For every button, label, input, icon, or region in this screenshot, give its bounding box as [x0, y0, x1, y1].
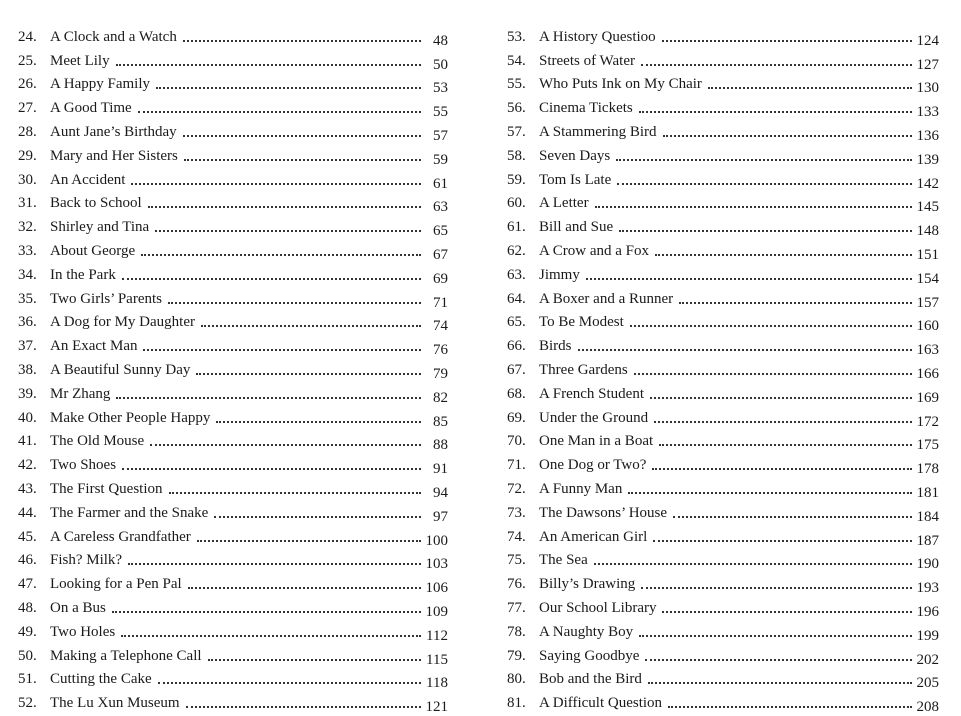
entry-title: A Dog for My Daughter — [50, 314, 195, 331]
dot-leader — [652, 468, 911, 470]
entry-number: 31. — [18, 195, 37, 212]
dot-leader — [188, 587, 421, 589]
entry-number: 38. — [18, 361, 37, 378]
entry-number: 35. — [18, 290, 37, 307]
entry-page-number: 124 — [916, 32, 939, 49]
dot-leader — [131, 183, 421, 185]
dot-leader — [184, 159, 421, 161]
entry-title: Tom Is Late — [539, 171, 612, 188]
toc-entry — [507, 165, 939, 192]
dot-leader — [196, 373, 421, 375]
entry-title: An Exact Man — [50, 338, 138, 355]
entry-page-number: 133 — [916, 104, 939, 121]
toc-entry — [18, 189, 448, 216]
toc-entry — [18, 141, 448, 168]
entry-title: Fish? Milk? — [50, 552, 123, 569]
entry-number: 40. — [18, 409, 37, 426]
entry-page-number: 139 — [916, 151, 939, 168]
entry-title: Cutting the Cake — [50, 671, 152, 688]
entry-number: 32. — [18, 219, 37, 236]
entry-number: 70. — [507, 433, 526, 450]
toc-entry — [507, 212, 939, 240]
dot-leader — [673, 516, 911, 518]
dot-leader — [679, 302, 911, 304]
entry-page-number: 148 — [916, 223, 939, 240]
entry-title: Saying Goodbye — [539, 647, 640, 664]
entry-page-number: 79 — [433, 365, 448, 382]
toc-entry — [507, 474, 939, 501]
entry-page-number: 142 — [916, 175, 939, 192]
dot-leader — [650, 397, 912, 399]
toc-left-column — [18, 22, 448, 716]
entry-number: 51. — [18, 671, 37, 688]
entry-number: 59. — [507, 171, 526, 188]
entry-number: 27. — [18, 100, 37, 117]
entry-title: About George — [50, 242, 136, 259]
entry-page-number: 166 — [916, 365, 939, 382]
dot-leader — [122, 278, 421, 280]
toc-entry — [18, 569, 448, 597]
entry-number: 46. — [18, 552, 37, 569]
entry-page-number: 91 — [433, 461, 448, 478]
toc-entry — [507, 522, 939, 549]
entry-number: 72. — [507, 480, 526, 497]
entry-number: 34. — [18, 266, 37, 283]
entry-title: A Crow and a Fox — [539, 242, 649, 259]
dot-leader — [578, 349, 912, 351]
dot-leader — [616, 159, 911, 161]
entry-page-number: 136 — [916, 127, 939, 144]
entry-page-number: 121 — [425, 699, 448, 716]
entry-title: Two Holes — [50, 623, 116, 640]
toc-right-column — [507, 22, 939, 716]
dot-leader — [648, 682, 912, 684]
entry-title: On a Bus — [50, 599, 106, 616]
entry-page-number: 196 — [916, 603, 939, 620]
entry-page-number: 71 — [433, 294, 448, 311]
entry-title: Back to School — [50, 195, 142, 212]
toc-entry — [18, 117, 448, 144]
entry-title: Billy’s Drawing — [539, 576, 636, 593]
dot-leader — [208, 659, 421, 661]
toc-entry — [507, 450, 939, 478]
dot-leader — [708, 87, 912, 89]
toc-entry — [507, 70, 939, 97]
toc-entry — [18, 236, 448, 263]
toc-entry — [507, 331, 939, 359]
entry-title: A French Student — [539, 385, 644, 402]
entry-page-number: 160 — [916, 318, 939, 335]
entry-title: Cinema Tickets — [539, 100, 633, 117]
entry-page-number: 118 — [426, 675, 448, 692]
dot-leader — [619, 230, 911, 232]
entry-number: 24. — [18, 28, 37, 45]
entry-number: 73. — [507, 504, 526, 521]
toc-entry — [18, 260, 448, 287]
toc-entry — [18, 593, 448, 620]
entry-number: 37. — [18, 338, 37, 355]
entry-title: The First Question — [50, 480, 163, 497]
entry-number: 69. — [507, 409, 526, 426]
dot-leader — [169, 492, 422, 494]
entry-title: In the Park — [50, 266, 116, 283]
entry-title: Aunt Jane’s Birthday — [50, 123, 177, 140]
toc-entry — [18, 546, 448, 573]
entry-title: Our School Library — [539, 599, 657, 616]
entry-title: The Lu Xun Museum — [50, 695, 180, 712]
entry-number: 75. — [507, 552, 526, 569]
entry-page-number: 181 — [916, 484, 939, 501]
entry-page-number: 127 — [916, 56, 939, 73]
toc-entry — [18, 688, 448, 716]
entry-number: 56. — [507, 100, 526, 117]
entry-page-number: 100 — [425, 532, 448, 549]
entry-number: 52. — [18, 695, 37, 712]
toc-entry — [507, 688, 939, 716]
toc-entry — [18, 308, 448, 335]
entry-title: A Happy Family — [50, 76, 150, 93]
entry-number: 68. — [507, 385, 526, 402]
entry-page-number: 63 — [433, 199, 448, 216]
entry-title: Seven Days — [539, 147, 611, 164]
entry-title: Streets of Water — [539, 52, 635, 69]
entry-page-number: 190 — [916, 556, 939, 573]
entry-title: A Boxer and a Runner — [539, 290, 674, 307]
toc-entry — [507, 236, 939, 263]
entry-title: A Beautiful Sunny Day — [50, 361, 191, 378]
entry-page-number: 208 — [916, 699, 939, 716]
entry-number: 76. — [507, 576, 526, 593]
entry-number: 63. — [507, 266, 526, 283]
toc-entry — [507, 403, 939, 430]
toc-entry — [507, 308, 939, 335]
entry-number: 43. — [18, 480, 37, 497]
entry-number: 33. — [18, 242, 37, 259]
toc-entry — [18, 474, 448, 501]
entry-page-number: 187 — [916, 532, 939, 549]
dot-leader — [112, 611, 421, 613]
toc-entry — [507, 93, 939, 121]
entry-page-number: 61 — [433, 175, 448, 192]
entry-number: 57. — [507, 123, 526, 140]
toc-entry — [507, 379, 939, 406]
dot-leader — [197, 540, 421, 542]
entry-number: 65. — [507, 314, 526, 331]
dot-leader — [595, 206, 912, 208]
entry-page-number: 109 — [425, 603, 448, 620]
entry-title: The Farmer and the Snake — [50, 504, 209, 521]
dot-leader — [654, 421, 911, 423]
entry-title: A History Questioo — [539, 28, 656, 45]
dot-leader — [628, 492, 911, 494]
toc-entry — [18, 165, 448, 192]
entry-title: Bill and Sue — [539, 219, 614, 236]
entry-page-number: 88 — [433, 437, 448, 454]
toc-entry — [507, 355, 939, 382]
dot-leader — [653, 540, 911, 542]
dot-leader — [128, 563, 420, 565]
toc-entry — [18, 450, 448, 478]
entry-number: 29. — [18, 147, 37, 164]
toc-entry — [507, 593, 939, 620]
toc-entry — [507, 189, 939, 216]
toc-entry — [18, 331, 448, 359]
entry-number: 55. — [507, 76, 526, 93]
dot-leader — [150, 444, 421, 446]
dot-leader — [641, 587, 911, 589]
entry-page-number: 151 — [916, 246, 939, 263]
entry-number: 66. — [507, 338, 526, 355]
toc-entry — [18, 22, 448, 49]
entry-title: Mr Zhang — [50, 385, 111, 402]
toc-entry — [507, 641, 939, 668]
dot-leader — [121, 635, 421, 637]
toc-entry — [18, 355, 448, 382]
dot-leader — [662, 611, 911, 613]
dot-leader — [617, 183, 911, 185]
entry-title: A Clock and a Watch — [50, 28, 177, 45]
toc-entry — [507, 117, 939, 144]
entry-page-number: 53 — [433, 80, 448, 97]
entry-number: 45. — [18, 528, 37, 545]
entry-number: 54. — [507, 52, 526, 69]
toc-entry — [507, 569, 939, 597]
entry-page-number: 202 — [916, 651, 939, 668]
dot-leader — [201, 325, 421, 327]
entry-number: 30. — [18, 171, 37, 188]
toc-entry — [18, 498, 448, 525]
entry-title: Shirley and Tina — [50, 219, 150, 236]
dot-leader — [594, 563, 912, 565]
entry-title: A Funny Man — [539, 480, 623, 497]
entry-page-number: 115 — [426, 651, 448, 668]
toc-entry — [18, 93, 448, 121]
entry-number: 41. — [18, 433, 37, 450]
dot-leader — [122, 468, 421, 470]
dot-leader — [630, 325, 912, 327]
dot-leader — [645, 659, 911, 661]
entry-title: The Old Mouse — [50, 433, 145, 450]
entry-title: The Sea — [539, 552, 588, 569]
entry-number: 80. — [507, 671, 526, 688]
entry-title: A Naughty Boy — [539, 623, 634, 640]
dot-leader — [156, 87, 421, 89]
entry-title: Two Shoes — [50, 457, 117, 474]
entry-title: A Difficult Question — [539, 695, 663, 712]
toc-entry — [507, 260, 939, 287]
entry-title: Making a Telephone Call — [50, 647, 202, 664]
toc-entry — [18, 665, 448, 692]
entry-page-number: 85 — [433, 413, 448, 430]
entry-number: 79. — [507, 647, 526, 664]
entry-title: One Man in a Boat — [539, 433, 654, 450]
entry-page-number: 48 — [433, 32, 448, 49]
entry-page-number: 69 — [433, 270, 448, 287]
entry-page-number: 169 — [916, 389, 939, 406]
dot-leader — [141, 254, 421, 256]
entry-page-number: 103 — [425, 556, 448, 573]
entry-page-number: 50 — [433, 56, 448, 73]
entry-number: 81. — [507, 695, 526, 712]
entry-number: 77. — [507, 599, 526, 616]
entry-number: 25. — [18, 52, 37, 69]
dot-leader — [148, 206, 421, 208]
dot-leader — [586, 278, 912, 280]
entry-number: 60. — [507, 195, 526, 212]
entry-number: 44. — [18, 504, 37, 521]
entry-title: An Accident — [50, 171, 126, 188]
dot-leader — [663, 135, 912, 137]
toc-entry — [18, 641, 448, 668]
entry-page-number: 172 — [916, 413, 939, 430]
entry-number: 47. — [18, 576, 37, 593]
entry-page-number: 184 — [916, 508, 939, 525]
toc-entry — [18, 617, 448, 644]
entry-title: Mary and Her Sisters — [50, 147, 178, 164]
entry-page-number: 163 — [916, 342, 939, 359]
entry-number: 42. — [18, 457, 37, 474]
entry-title: Looking for a Pen Pal — [50, 576, 182, 593]
entry-title: The Dawsons’ House — [539, 504, 668, 521]
entry-page-number: 97 — [433, 508, 448, 525]
dot-leader — [186, 706, 421, 708]
entry-title: Make Other People Happy — [50, 409, 211, 426]
entry-number: 26. — [18, 76, 37, 93]
entry-page-number: 76 — [433, 342, 448, 359]
entry-number: 67. — [507, 361, 526, 378]
entry-page-number: 65 — [433, 223, 448, 240]
entry-page-number: 57 — [433, 127, 448, 144]
dot-leader — [168, 302, 421, 304]
dot-leader — [143, 349, 421, 351]
toc-entry — [507, 665, 939, 692]
entry-page-number: 154 — [916, 270, 939, 287]
entry-title: Two Girls’ Parents — [50, 290, 162, 307]
dot-leader — [641, 64, 912, 66]
entry-number: 53. — [507, 28, 526, 45]
toc-entry — [507, 498, 939, 525]
entry-number: 61. — [507, 219, 526, 236]
entry-number: 62. — [507, 242, 526, 259]
entry-title: A Careless Grandfather — [50, 528, 191, 545]
entry-number: 36. — [18, 314, 37, 331]
entry-page-number: 106 — [425, 580, 448, 597]
dot-leader — [116, 64, 421, 66]
entry-title: Meet Lily — [50, 52, 110, 69]
entry-title: Under the Ground — [539, 409, 649, 426]
entry-page-number: 199 — [916, 627, 939, 644]
entry-page-number: 175 — [916, 437, 939, 454]
dot-leader — [634, 373, 912, 375]
dot-leader — [668, 706, 911, 708]
entry-title: One Dog or Two? — [539, 457, 647, 474]
entry-page-number: 55 — [433, 104, 448, 121]
entry-title: Bob and the Bird — [539, 671, 642, 688]
entry-title: Who Puts Ink on My Chair — [539, 76, 702, 93]
dot-leader — [639, 635, 911, 637]
toc-entry — [18, 522, 448, 549]
entry-title: A Good Time — [50, 100, 132, 117]
toc-entry — [18, 284, 448, 311]
entry-page-number: 59 — [433, 151, 448, 168]
entry-title: Birds — [539, 338, 572, 355]
entry-number: 64. — [507, 290, 526, 307]
entry-number: 39. — [18, 385, 37, 402]
entry-number: 49. — [18, 623, 37, 640]
dot-leader — [639, 111, 912, 113]
dot-leader — [662, 40, 912, 42]
entry-number: 71. — [507, 457, 526, 474]
dot-leader — [659, 444, 911, 446]
entry-page-number: 82 — [433, 389, 448, 406]
entry-number: 28. — [18, 123, 37, 140]
entry-number: 78. — [507, 623, 526, 640]
toc-entry — [18, 46, 448, 73]
entry-title: An American Girl — [539, 528, 648, 545]
dot-leader — [183, 40, 421, 42]
entry-page-number: 193 — [916, 580, 939, 597]
toc-entry — [507, 46, 939, 73]
entry-title: To Be Modest — [539, 314, 624, 331]
dot-leader — [158, 682, 421, 684]
dot-leader — [155, 230, 421, 232]
dot-leader — [138, 111, 421, 113]
toc-entry — [18, 427, 448, 454]
dot-leader — [214, 516, 421, 518]
toc-entry — [507, 141, 939, 168]
toc-entry — [507, 22, 939, 49]
dot-leader — [116, 397, 421, 399]
entry-page-number: 112 — [426, 627, 448, 644]
dot-leader — [655, 254, 912, 256]
toc-entry — [507, 546, 939, 573]
entry-title: Jimmy — [539, 266, 580, 283]
entry-page-number: 94 — [433, 484, 448, 501]
entry-page-number: 205 — [916, 675, 939, 692]
entry-title: A Letter — [539, 195, 589, 212]
entry-title: A Stammering Bird — [539, 123, 657, 140]
entry-number: 50. — [18, 647, 37, 664]
entry-number: 74. — [507, 528, 526, 545]
entry-page-number: 178 — [916, 461, 939, 478]
toc-entry — [507, 617, 939, 644]
entry-title: Three Gardens — [539, 361, 628, 378]
toc-entry — [507, 427, 939, 454]
toc-entry — [18, 403, 448, 430]
entry-number: 48. — [18, 599, 37, 616]
toc-entry — [18, 70, 448, 97]
entry-page-number: 145 — [916, 199, 939, 216]
toc-entry — [18, 379, 448, 406]
dot-leader — [216, 421, 421, 423]
dot-leader — [183, 135, 421, 137]
entry-page-number: 67 — [433, 246, 448, 263]
toc-entry — [18, 212, 448, 240]
entry-page-number: 157 — [916, 294, 939, 311]
toc-entry — [507, 284, 939, 311]
entry-number: 58. — [507, 147, 526, 164]
entry-page-number: 74 — [433, 318, 448, 335]
entry-page-number: 130 — [916, 80, 939, 97]
